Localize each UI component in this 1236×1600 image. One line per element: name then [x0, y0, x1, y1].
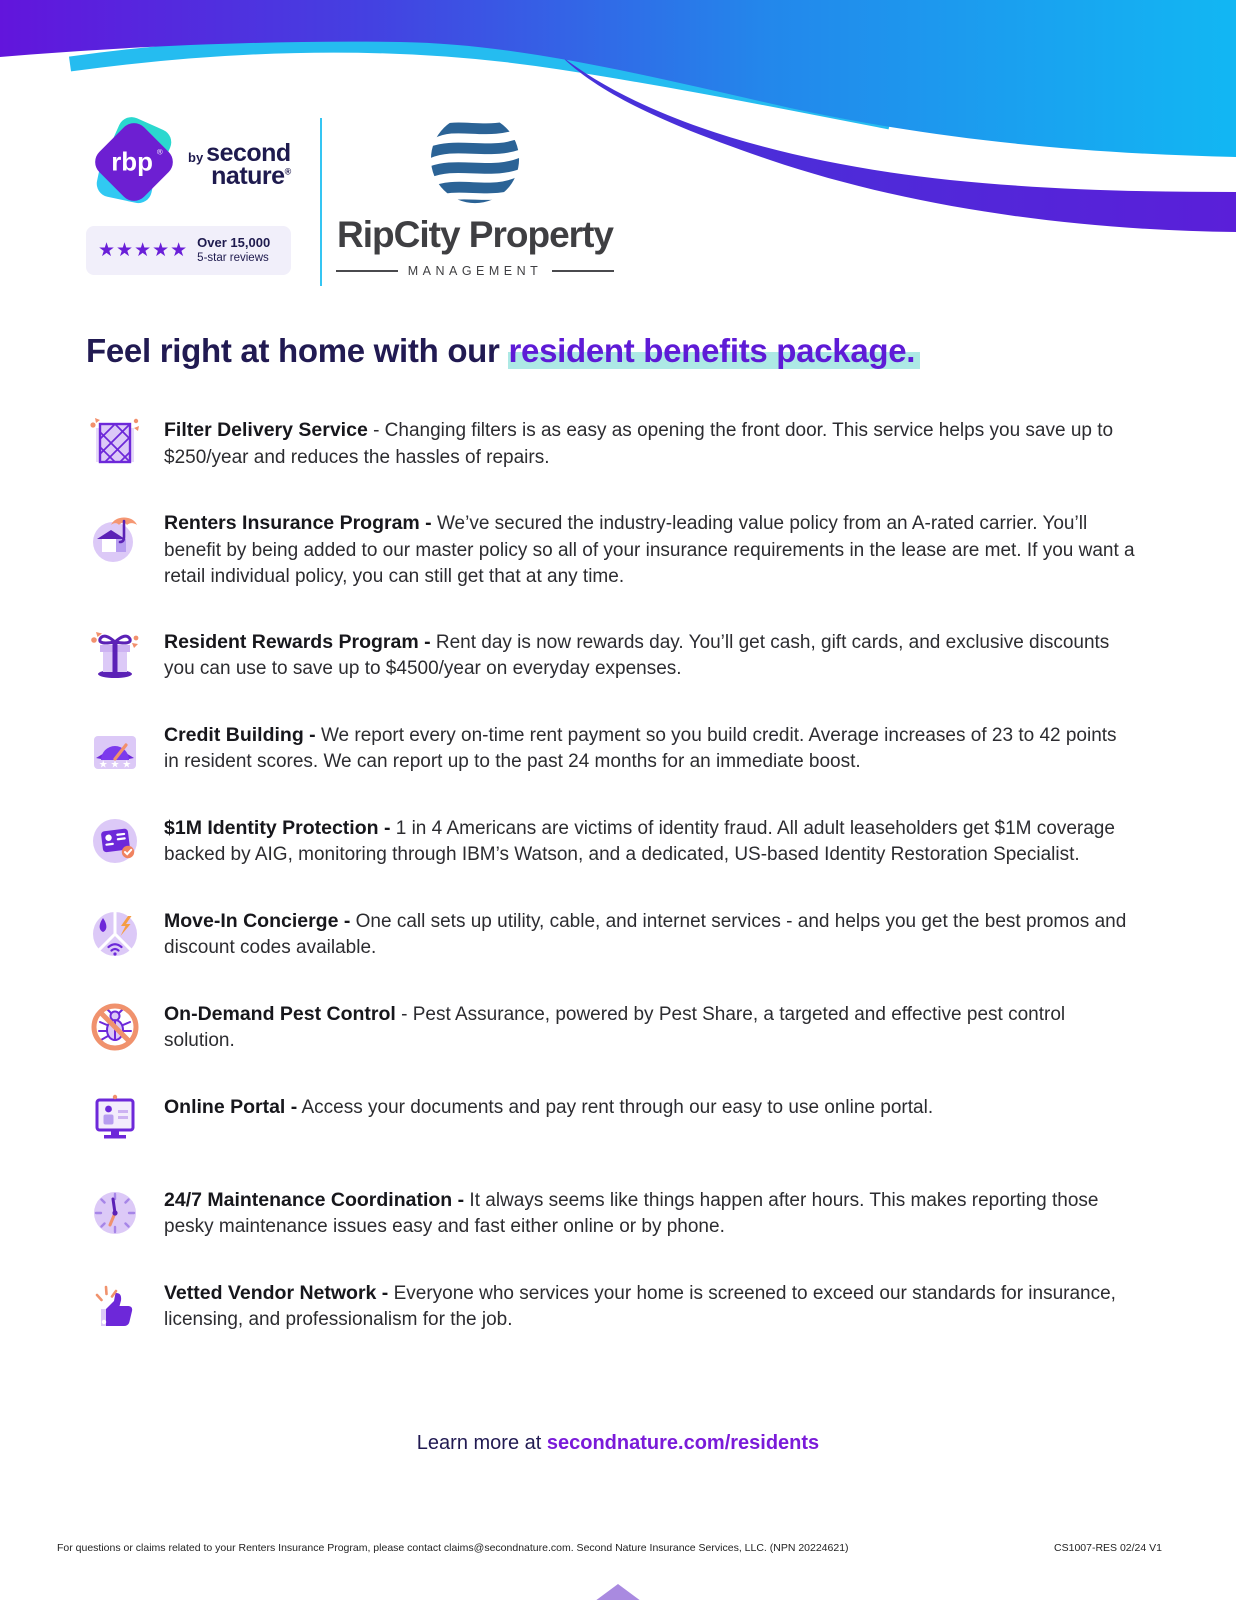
second-nature-line2: nature® [211, 162, 291, 190]
logo-row [0, 0, 1236, 286]
id-card-icon [86, 812, 144, 870]
benefit-item-online-portal [86, 1091, 1176, 1149]
rbp-logo-mark [86, 112, 182, 212]
bottom-triangle-decoration [591, 1584, 645, 1600]
benefit-text: 24/7 Maintenance Coordination - It always seems like things happen after hours. This makes reporting those pesky maintenance issues easy and fast either online or by phone. [164, 1188, 1099, 1238]
benefit-item-credit-building [86, 719, 1176, 777]
clock-icon [86, 1184, 144, 1242]
benefit-text: Vetted Vendor Network - Everyone who services your home is screened to exceed our standards for insurance, licensing, and professionalism for the job. [164, 1281, 1116, 1331]
thumbs-up-icon [86, 1277, 144, 1335]
reviews-label: 5-star reviews [197, 252, 269, 265]
company-logo-block [337, 112, 613, 278]
second-nature-wordmark [188, 139, 291, 190]
benefit-item-filter-delivery [86, 414, 1176, 472]
svg-text:®: ® [157, 147, 163, 157]
benefit-text: Online Portal - Access your documents and pay rent through our easy to use online portal. [164, 1095, 934, 1118]
benefit-text: Resident Rewards Program - Rent day is now rewards day. You’ll get cash, gift cards, and exclusive discounts you can use to save up to $4500/year on everyday expenses. [164, 630, 1110, 680]
benefit-item-pest-control [86, 998, 1176, 1056]
credit-gauge-icon [86, 719, 144, 777]
logo-divider [320, 118, 322, 286]
benefit-text: Filter Delivery Service - Changing filters is as easy as opening the front door. This service helps you save up to $250/year and reduces the hassles of repairs. [164, 419, 1114, 468]
division-rule-right [552, 270, 614, 272]
reviews-badge [86, 226, 291, 275]
footer-disclaimer: For questions or claims related to your Renters Insurance Program, please contact claims@secondnature.com. Second Nature Insurance Services, LLC. (NPN 20224621) [57, 1542, 849, 1554]
benefits-list [86, 414, 1176, 1335]
cta-prefix: Learn more at [416, 1432, 542, 1454]
utilities-icon [86, 905, 144, 963]
rbp-brand-block [86, 112, 298, 275]
five-stars-icon: ★★★★★ [98, 239, 189, 261]
reviews-count: Over 15,000 [197, 235, 271, 250]
no-pest-icon [86, 998, 144, 1056]
svg-text:★ ★ ★: ★ ★ ★ [98, 759, 132, 771]
company-division: MANAGEMENT [336, 264, 615, 278]
benefit-item-move-in-concierge [86, 905, 1176, 963]
umbrella-house-icon [86, 507, 144, 565]
headline-highlight: resident benefits package. [508, 332, 920, 369]
benefit-text: Move-In Concierge - One call sets up utility, cable, and internet services - and helps you get the best promos and discount codes available. [164, 909, 1127, 959]
benefit-text: On-Demand Pest Control - Pest Assurance, powered by Pest Share, a targeted and effective pest control solution. [164, 1002, 1066, 1052]
second-nature-link[interactable]: secondnature.com/residents [546, 1432, 820, 1454]
benefit-item-resident-rewards [86, 626, 1176, 684]
benefit-item-identity-protection [86, 812, 1176, 870]
registered-mark: ® [284, 166, 291, 177]
benefit-item-maintenance [86, 1184, 1176, 1242]
by-label: by [188, 150, 204, 165]
footer [0, 1542, 1236, 1554]
rbp-lockup [86, 112, 298, 212]
benefit-text: $1M Identity Protection - 1 in 4 Americans are victims of identity fraud. All adult leaseholders get $1M coverage backed by AIG, monitoring through IBM’s Watson, and a dedicated, US-based Identity Restoration Specialist. [164, 816, 1115, 866]
footer-doc-code: CS1007-RES 02/24 V1 [1054, 1542, 1162, 1554]
headline-prefix: Feel right at home with our [86, 332, 500, 369]
benefit-item-vendor-network [86, 1277, 1176, 1335]
second-nature-line1: second [206, 139, 291, 167]
svg-text:rbp: rbp [111, 148, 153, 177]
company-name: RipCity Property [337, 214, 613, 255]
division-rule-left [336, 270, 398, 272]
air-filter-icon [86, 414, 144, 472]
benefit-text: Credit Building - We report every on-time rent payment so you build credit. Average increases of 23 to 42 points in resident scores. We can report up to the past 24 months for an immediate boost. [164, 723, 1117, 773]
learn-more-line [0, 1432, 1236, 1455]
benefit-item-renters-insurance [86, 507, 1176, 591]
page-title [86, 332, 1176, 370]
gift-icon [86, 626, 144, 684]
monitor-icon [86, 1091, 144, 1149]
wave-globe-icon [428, 112, 522, 206]
benefit-text: Renters Insurance Program - We’ve secured the industry-leading value policy from an A-rated carrier. You’ll benefit by being added to our master policy so all of your insurance requirements in the lease are met. If you want a retail individual policy, you can still get that at any time. [164, 512, 1135, 588]
